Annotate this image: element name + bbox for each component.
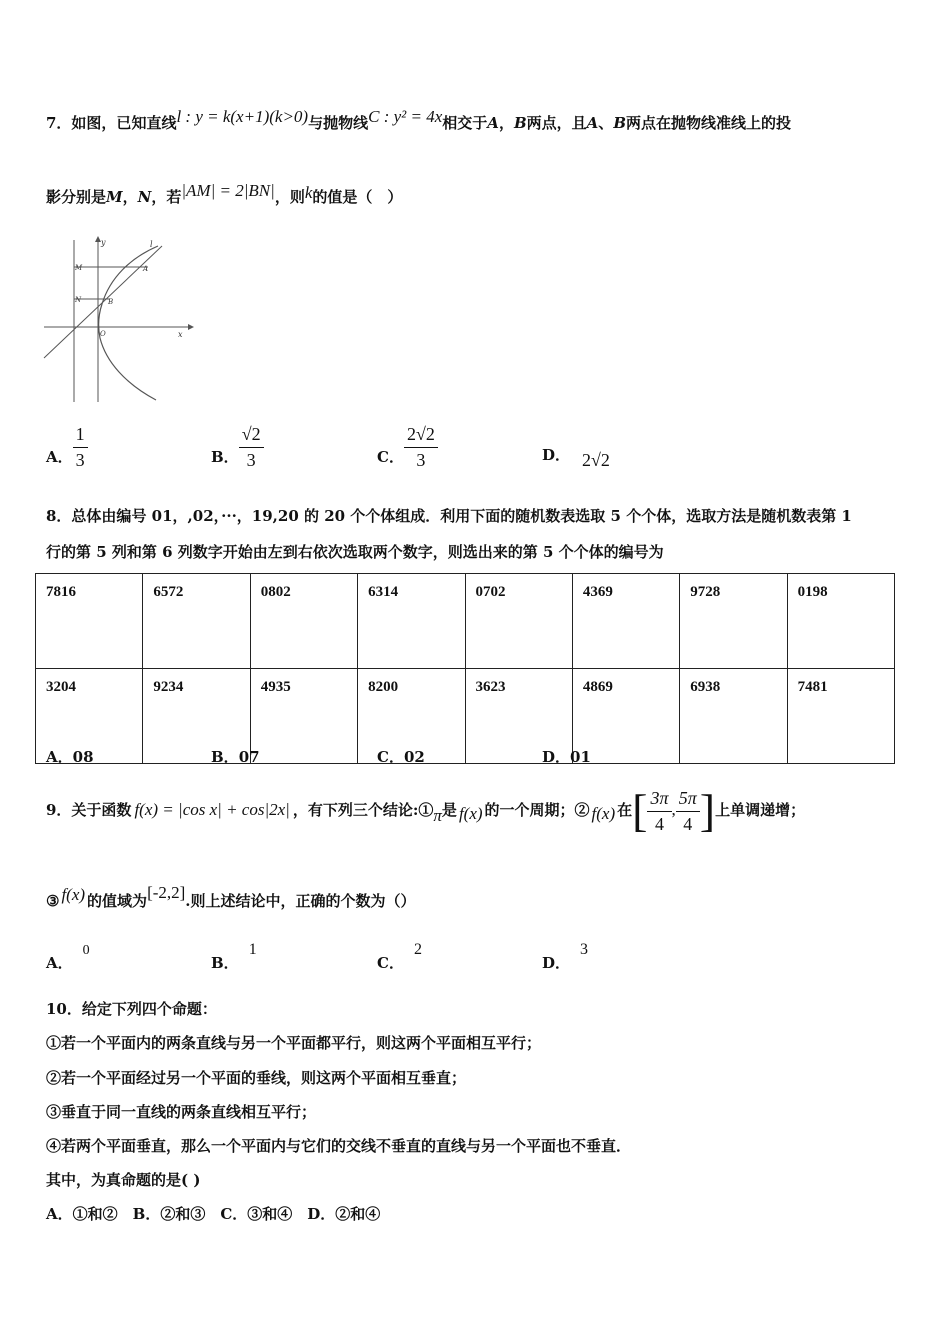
q9-option-a[interactable] — [46, 943, 90, 973]
table-cell: 6938 — [680, 669, 787, 764]
fraction-numerator: 3π — [647, 788, 671, 812]
fraction-denominator: 4 — [683, 813, 693, 834]
q10-title: 10．给定下列四个命题： — [46, 1000, 217, 1018]
q8-option-b-letter: B． — [211, 748, 239, 766]
fraction-numerator: 1 — [73, 424, 88, 448]
q10-options[interactable]: A．①和② B．②和③ C．③和④ D．②和④ — [46, 1205, 381, 1223]
q8-option-b[interactable] — [211, 746, 260, 767]
q8-option-d-letter: D． — [542, 748, 571, 766]
q9-line2-suffix: .则上述结论中，正确的个数为（） — [185, 892, 416, 910]
q9-interval-a — [647, 788, 671, 835]
b-label: B — [108, 298, 114, 306]
q9-option-b[interactable] — [211, 941, 257, 973]
q7-figure — [40, 234, 200, 406]
table-row — [36, 669, 895, 764]
q8-option-a-letter: A． — [46, 748, 73, 766]
q9-option-d-value: 3 — [580, 941, 589, 958]
table-cell: 9728 — [680, 574, 787, 669]
q7-point-a: A — [487, 114, 499, 132]
q7-n: N — [137, 188, 152, 206]
q9-line2-fx: f(x) — [61, 885, 86, 904]
x-label: x — [178, 330, 183, 339]
q8-line2: 行的第 5 列和第 6 列数字开始由左到右依次选取两个数字，则选出来的第 5 个个体的编号为 — [46, 543, 664, 561]
q9-line2-prefix: ③ — [46, 892, 60, 910]
q7-option-c[interactable] — [377, 424, 438, 471]
parabola — [99, 246, 158, 400]
q9-interval-b — [676, 788, 700, 835]
q7-suffix-c: 两点在抛物线准线上的投 — [626, 114, 792, 132]
q7-option-a-fraction — [73, 424, 88, 471]
q9-mid2: 是 — [441, 801, 457, 819]
q7-parabola-equation: C : y² = 4x — [368, 107, 443, 126]
q7-condition: |AM| = 2|BN| — [181, 181, 275, 200]
q9-interval-open: [ — [632, 785, 648, 836]
q9-mid3: 的一个周期；② — [484, 801, 590, 819]
q8-option-c-letter: C． — [377, 748, 404, 766]
q7-line2 — [46, 181, 403, 207]
q10-item-1: ①若一个平面内的两条直线与另一个平面都平行，则这两个平面相互平行； — [46, 1034, 542, 1052]
fraction-numerator: 5π — [676, 788, 700, 812]
q7-line2-suffix: 的值是（ ） — [312, 188, 403, 206]
table-cell: 8200 — [358, 669, 465, 764]
q8-option-d-value: 01 — [570, 748, 591, 766]
q7-m: M — [106, 188, 123, 206]
q7-comma: ， — [498, 114, 514, 132]
q10-item-4: ④若两个平面垂直，那么一个平面内与它们的交线不垂直的直线与另一个平面也不垂直． — [46, 1137, 632, 1155]
a-label: A — [143, 265, 149, 273]
q10-item-3: ③垂直于同一直线的两条直线相互平行； — [46, 1103, 317, 1121]
table-cell: 6572 — [143, 574, 250, 669]
q8-option-b-value: 07 — [238, 748, 260, 766]
table-cell: 4369 — [572, 574, 679, 669]
q7-prefix: 7．如图，已知直线 — [46, 114, 177, 132]
q7-option-d[interactable] — [542, 444, 610, 470]
q10-question: 其中，为真命题的是( ) — [46, 1171, 201, 1189]
q8-option-a-value: 08 — [72, 748, 94, 766]
q7-option-c-letter: C． — [377, 447, 404, 466]
q8-option-c[interactable] — [377, 746, 425, 767]
q7-option-d-value: 2√2 — [582, 450, 610, 470]
table-cell: 7816 — [36, 574, 143, 669]
q7-option-b[interactable] — [211, 424, 264, 471]
y-label: y — [101, 238, 106, 247]
q7-suffix-b: 两点，且 — [526, 114, 587, 132]
table-cell: 3204 — [36, 669, 143, 764]
q7-line2-prefix: 影分别是 — [46, 188, 107, 206]
q9-zai: 在 — [617, 801, 633, 819]
q7-sep: 、 — [598, 114, 614, 132]
q9-option-d[interactable] — [542, 941, 589, 973]
q9-range: [-2,2] — [147, 883, 186, 902]
fraction-denominator: 4 — [655, 813, 664, 834]
table-cell: 4869 — [572, 669, 679, 764]
fraction-denominator: 3 — [246, 450, 256, 470]
q7-line1 — [46, 107, 792, 133]
q8-line1: 8．总体由编号 01，,02，···，19,20 的 20 个个体组成．利用下面的随机数表选取 5 个个体，选取方法是随机数表第 1 — [46, 507, 852, 525]
q9-line1 — [46, 784, 805, 836]
q9-function: f(x) = |cos x| + cos|2x| — [134, 800, 290, 819]
q9-mid1: ，有下列三个结论:① — [292, 801, 434, 819]
table-cell: 0802 — [250, 574, 357, 669]
q7-point-b: B — [513, 114, 527, 132]
n-label: N — [75, 296, 82, 304]
q9-option-a-letter: A． — [46, 954, 73, 972]
fraction-denominator: 3 — [75, 450, 85, 470]
q7-point-b2: B — [613, 114, 626, 132]
fraction-numerator: 2√2 — [404, 424, 438, 448]
q9-option-d-letter: D． — [542, 954, 571, 972]
q7-line-equation: l : y = k(x+1)(k>0) — [176, 107, 309, 126]
fraction-numerator: √2 — [239, 424, 264, 448]
q7-option-d-letter: D． — [542, 446, 571, 464]
q7-option-c-fraction — [404, 424, 438, 471]
table-cell: 0198 — [787, 574, 894, 669]
q9-fx1: f(x) — [458, 804, 483, 823]
fraction-denominator: 3 — [416, 450, 426, 470]
q9-interval-comma: , — [671, 800, 676, 819]
q7-option-b-letter: B． — [211, 447, 239, 466]
q7-option-a[interactable] — [46, 424, 88, 471]
table-cell: 4935 — [250, 669, 357, 764]
q9-interval-close: ] — [699, 785, 716, 836]
table-cell: 0702 — [465, 574, 572, 669]
q9-option-a-value: 0 — [82, 943, 90, 958]
q7-mid: 与抛物线 — [308, 114, 369, 132]
q7-point-a2: A — [586, 114, 599, 132]
q7-suffix-a: 相交于 — [442, 114, 488, 132]
q7-option-b-fraction — [239, 424, 264, 471]
q9-fx2: f(x) — [591, 804, 616, 823]
q7-ze: ，则 — [274, 188, 305, 206]
q9-line2 — [46, 883, 416, 911]
q9-option-c[interactable] — [377, 941, 422, 973]
q8-option-c-value: 02 — [403, 748, 425, 766]
q7-line2-comma: ， — [122, 188, 138, 206]
q9-prefix: 9．关于函数 — [46, 801, 132, 819]
table-cell: 7481 — [787, 669, 894, 764]
q7-ruo: ，若 — [151, 188, 182, 206]
q9-option-c-letter: C． — [377, 954, 404, 972]
q8-option-d[interactable] — [542, 746, 591, 767]
table-row — [36, 574, 895, 669]
o-label: O — [100, 330, 106, 338]
q9-suffix: 上单调递增； — [715, 801, 806, 819]
q8-option-a[interactable] — [46, 746, 94, 767]
q7-k: k — [304, 183, 313, 202]
q9-pi: π — [433, 806, 442, 825]
table-cell: 6314 — [358, 574, 465, 669]
q9-option-b-letter: B． — [211, 954, 239, 972]
q7-option-a-letter: A． — [46, 447, 73, 466]
q9-option-c-value: 2 — [413, 941, 422, 958]
q10-item-2: ②若一个平面经过另一个平面的垂线，则这两个平面相互垂直； — [46, 1069, 467, 1087]
q9-option-b-value: 1 — [248, 941, 257, 958]
table-cell: 9234 — [143, 669, 250, 764]
l-label: l — [150, 240, 153, 249]
table-cell: 3623 — [465, 669, 572, 764]
q9-line2-mid: 的值域为 — [87, 892, 148, 910]
m-label: M — [75, 264, 83, 272]
random-number-table — [35, 573, 895, 764]
x-axis-arrow — [188, 324, 194, 330]
